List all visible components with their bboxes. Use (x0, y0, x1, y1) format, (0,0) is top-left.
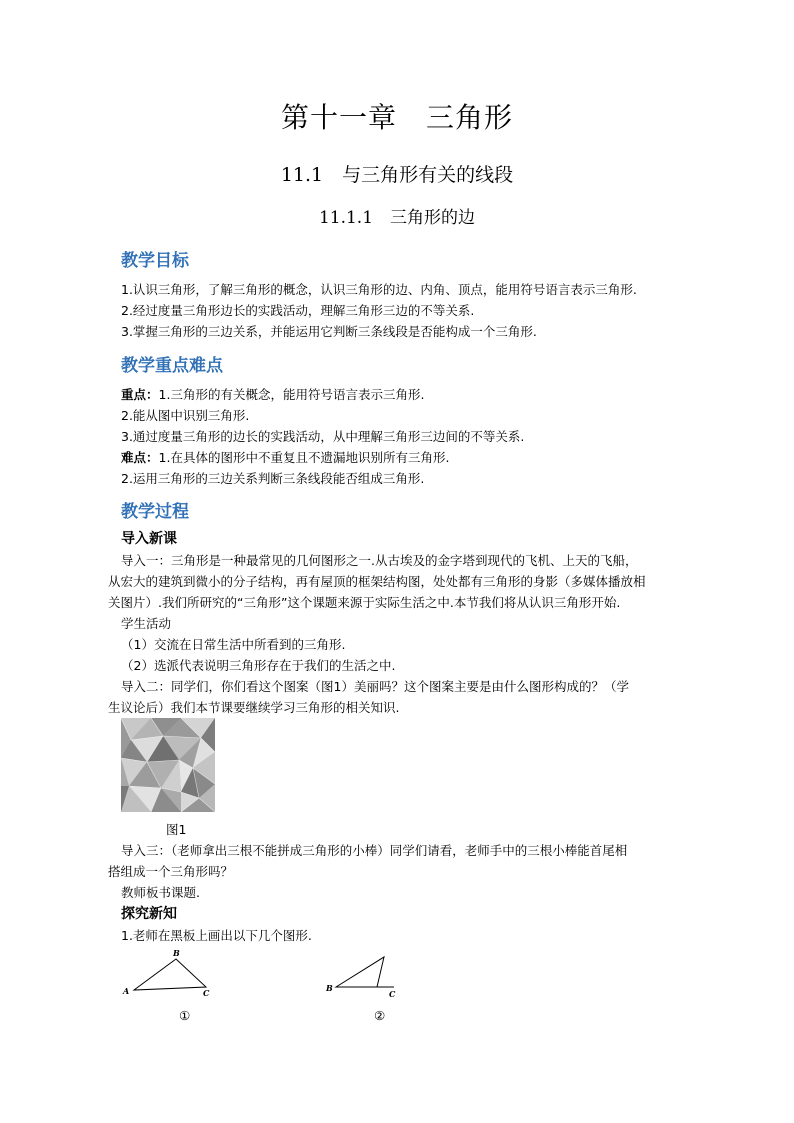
intro-heading: 导入新课 (121, 531, 177, 547)
difficulty-label: 难点： (121, 450, 159, 465)
keypoints-heading: 教学重点难点 (121, 356, 223, 376)
intro1-line: 关图片）.我们所研究的“三角形”这个课题来源于实际生活之中.本节我们将从认识三角形开始. (108, 595, 621, 610)
triangle-pattern-image (121, 718, 215, 812)
activity-title: 学生活动 (121, 616, 172, 631)
intro3-line: 导入三：（老师拿出三根不能拼成三角形的小棒）同学们请看，老师手中的三根小棒能首尾相 (121, 843, 628, 858)
goal-item: 3.掌握三角形的三边关系，并能运用它判断三条线段是否能构成一个三角形. (121, 324, 537, 339)
figure-b-label: ② (374, 1008, 386, 1023)
key-point-line (121, 385, 424, 403)
vertex-label-c: C (389, 989, 396, 999)
section-title: 11.1 与三角形有关的线段 (280, 164, 514, 186)
vertex-label-b: B (326, 983, 333, 993)
figure-a-label: ① (179, 1008, 191, 1023)
explore-heading: 探究新知 (121, 906, 177, 922)
vertex-label-a: A (123, 986, 130, 996)
intro3-line: 搭组成一个三角形吗？ (108, 864, 234, 879)
activity-item: （1）交流在日常生活中所看到的三角形. (121, 637, 346, 652)
intro1-line: 从宏大的建筑到微小的分子结构，再有屋顶的框架结构图，处处都有三角形的身影（多媒体播放相 (108, 574, 646, 589)
goal-item: 1.认识三角形，了解三角形的概念，认识三角形的边、内角、顶点，能用符号语言表示三角形. (121, 282, 637, 297)
activity-item: （2）选派代表说明三角形存在于我们的生活之中. (121, 658, 396, 673)
key-point-item: 3.通过度量三角形的边长的实践活动，从中理解三角形三边间的不等关系. (121, 429, 525, 444)
intro2-line: 导入二：同学们，你们看这个图案（图1）美丽吗？这个图案主要是由什么图形构成的？（学 (121, 679, 629, 694)
difficulty-line (121, 448, 449, 466)
key-point-item: 2.能从图中识别三角形. (121, 408, 250, 423)
triangle-figure-1 (118, 944, 218, 1000)
goals-heading: 教学目标 (121, 251, 189, 271)
intro2-line: 生议论后）我们本节课要继续学习三角形的相关知识. (108, 700, 400, 715)
triangle-figure-2 (322, 944, 412, 1000)
subsection-title: 11.1.1 三角形的边 (318, 208, 476, 228)
process-heading: 教学过程 (121, 502, 189, 522)
difficulty-item: 2.运用三角形的三边关系判断三条线段能否组成三角形. (121, 471, 425, 486)
vertex-label-b: B (173, 948, 180, 958)
key-point-item: 1.三角形的有关概念，能用符号语言表示三角形. (158, 387, 425, 402)
teacher-note: 教师板书课题. (121, 885, 200, 900)
vertex-label-c: C (203, 988, 210, 998)
goal-item: 2.经过度量三角形边长的实践活动，理解三角形三边的不等关系. (121, 303, 475, 318)
difficulty-item: 1.在具体的图形中不重复且不遗漏地识别所有三角形. (158, 450, 450, 465)
chapter-title: 第十一章 三角形 (280, 101, 513, 134)
explore-item: 1.老师在黑板上画出以下几个图形. (121, 928, 312, 943)
figure1-caption: 图1 (166, 822, 187, 837)
intro1-line: 导入一：三角形是一种最常见的几何图形之一.从古埃及的金字塔到现代的飞机、上天的飞船， (121, 553, 638, 568)
key-label: 重点： (121, 387, 159, 402)
